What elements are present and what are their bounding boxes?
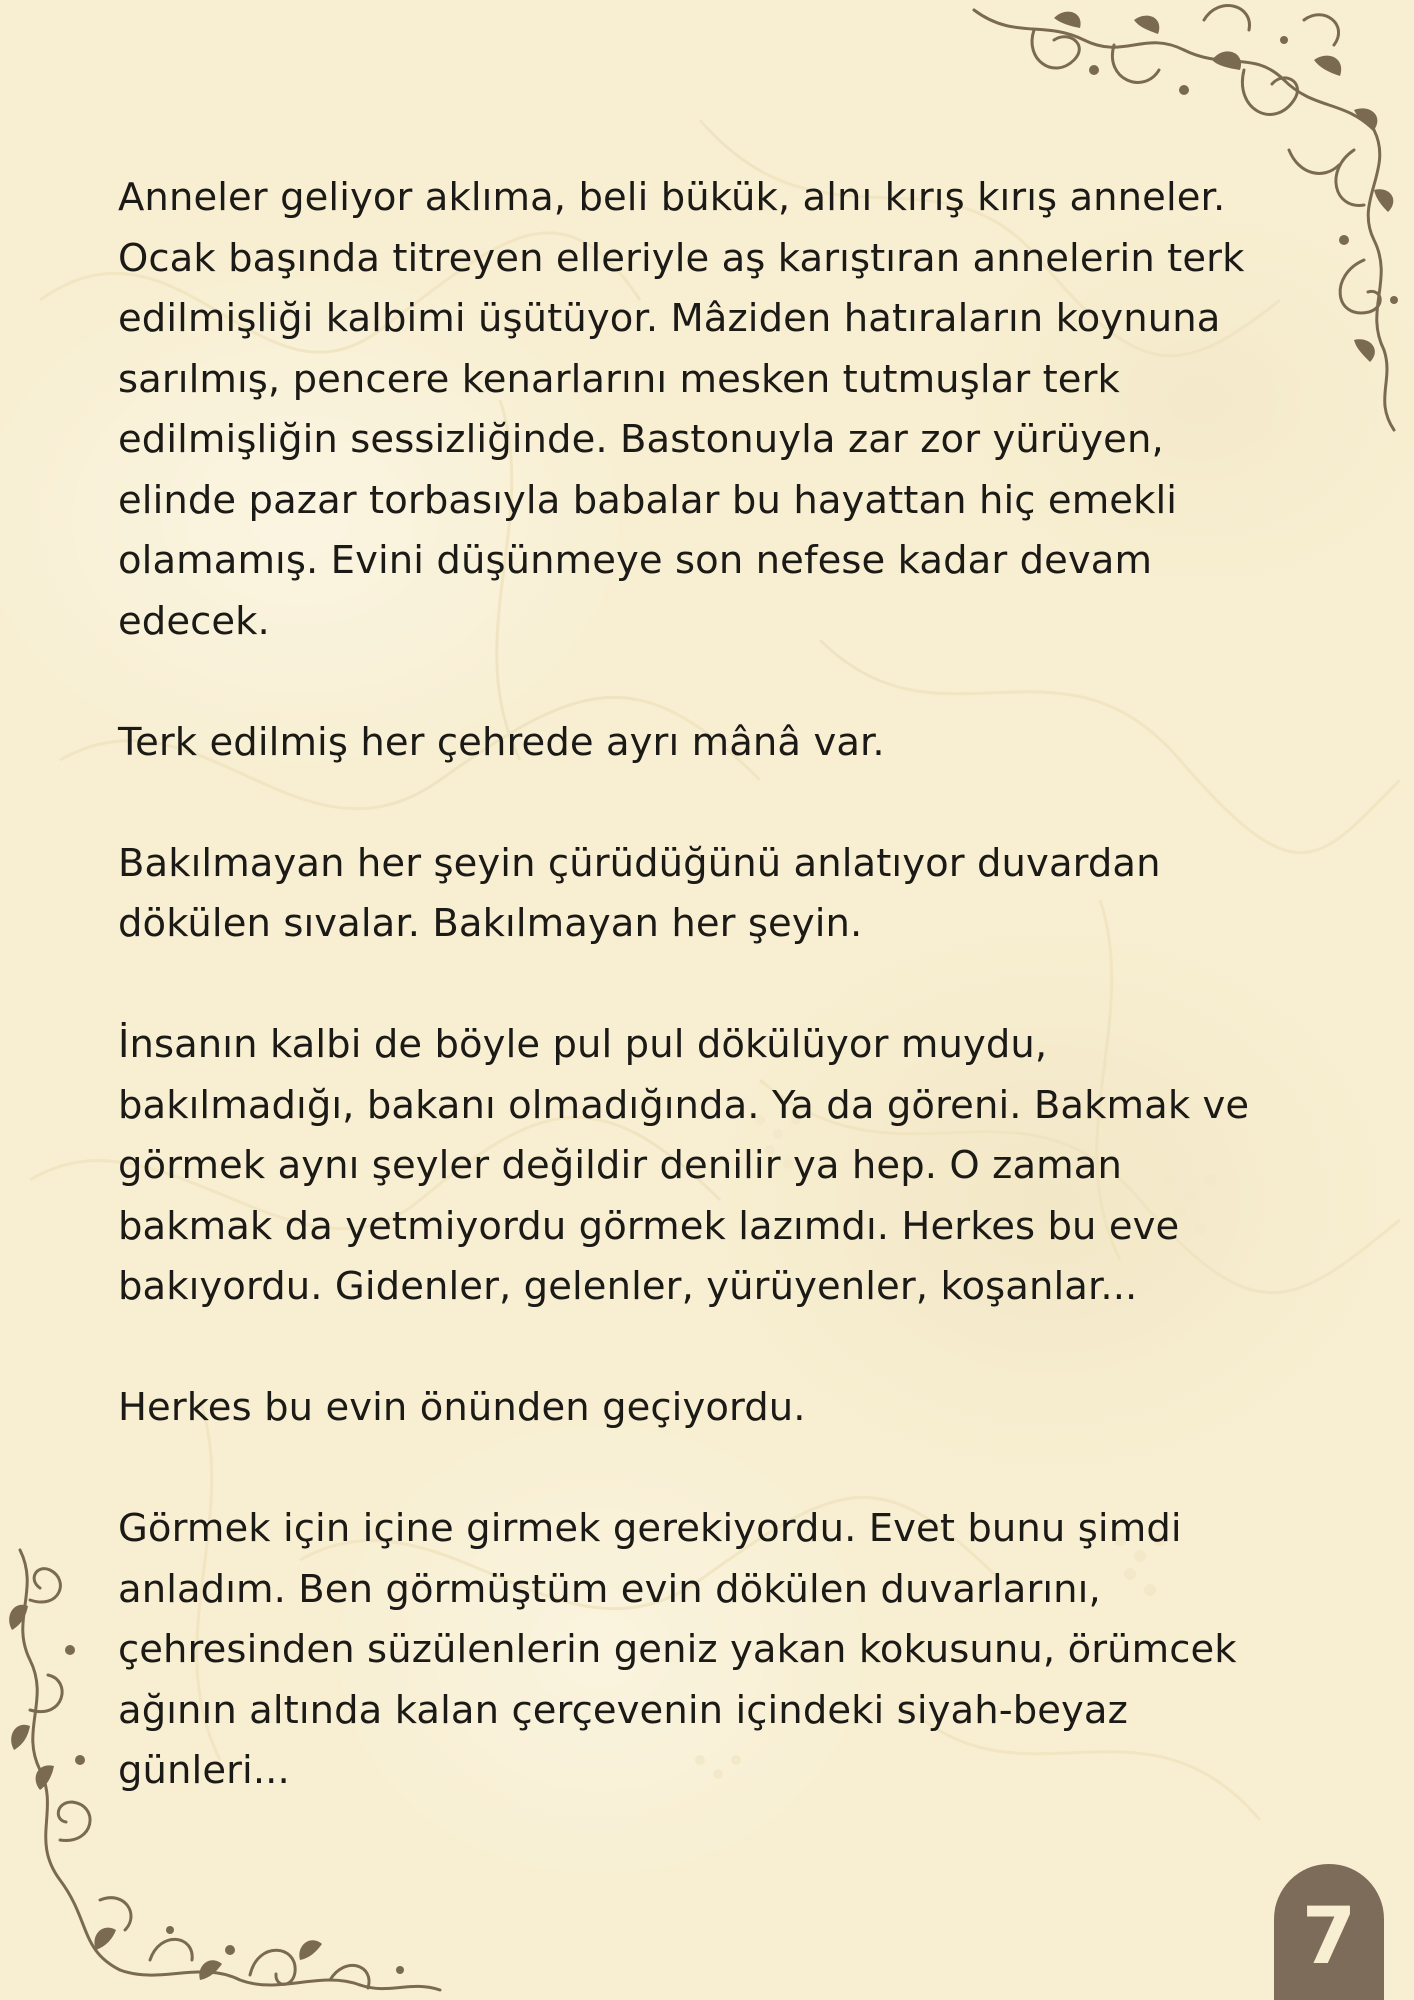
paragraph: Bakılmayan her şeyin çürüdüğünü anlatıyor duvardan dökülen sıvalar. Bakılmayan her şeyin. xyxy=(118,840,1161,946)
page-number-badge xyxy=(1274,1864,1384,2000)
paragraph: Herkes bu evin önünden geçiyordu. xyxy=(118,1385,806,1430)
body-text xyxy=(118,168,1318,1862)
paragraph: Terk edilmiş her çehrede ayrı mânâ var. xyxy=(118,719,885,765)
paragraph: Görmek için içine girmek gerekiyordu. Evet bunu şimdi anladım. Ben görmüştüm evin dökülen duvarlarını, çehresinden süzülenlerin geniz yakan kokusunu, örümcek ağının altında kalan çerçevenin içindeki siyah-beyaz günleri... xyxy=(118,1506,1237,1793)
page-number: 7 xyxy=(1301,1892,1357,1982)
paragraph: İnsanın kalbi de böyle pul pul dökülüyor muydu, bakılmadığı, bakanı olmadığında. Ya da göreni. Bakmak ve görmek aynı şeyler değildir denilir ya hep. O zaman bakmak da yetmiyordu görmek lazımdı. Herkes bu eve bakıyordu. Gidenler, gelenler, yürüyenler, koşanlar... xyxy=(118,1022,1250,1309)
paragraph: Anneler geliyor aklıma, beli bükük, alnı kırış kırış anneler. Ocak başında titreyen elleriyle aş karıştıran annelerin terk edilmişliği kalbimi üşütüyor. Mâziden hatıraların koynuna sarılmış, pencere kenarlarını mesken tutmuşlar terk edilmişliğin sessizliğinde. Bastonuyla zar zor yürüyen, elinde pazar torbasıyla babalar bu hayattan hiç emekli olamamış. Evini düşünmeye son nefese kadar devam edecek. xyxy=(118,175,1245,644)
